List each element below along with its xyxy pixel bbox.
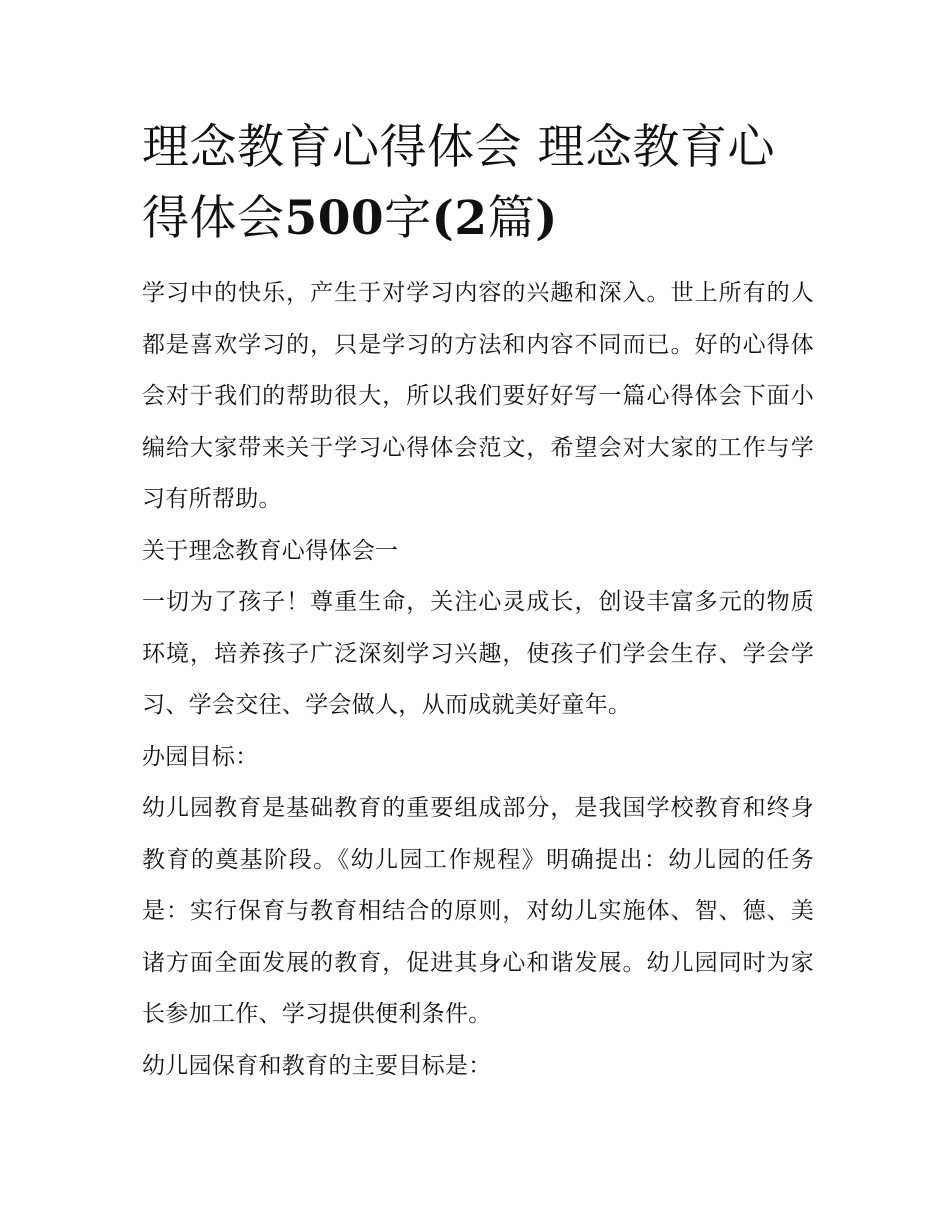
- intro-paragraph: 学习中的快乐，产生于对学习内容的兴趣和深入。世上所有的人都是喜欢学习的，只是学习的方法和内容不同而已。好的心得体会对于我们的帮助很大，所以我们要好好写一篇心得体会下面小编给大家带来关于学习心得体会范文，希望会对大家的工作与学习有所帮助。: [142, 280, 814, 512]
- document-content: [142, 112, 814, 1092]
- document-body: [142, 268, 814, 1092]
- document-title: 理念教育心得体会 理念教育心得体会500字(2篇): [142, 120, 775, 246]
- goal-label: 办园目标：: [142, 743, 259, 770]
- objectives-label: 幼儿园保育和教育的主要目标是：: [142, 1052, 492, 1079]
- education-paragraph: 幼儿园教育是基础教育的重要组成部分，是我国学校教育和终身教育的奠基阶段。《幼儿园工作规程》明确提出：幼儿园的任务是：实行保育与教育相结合的原则，对幼儿实施体、智、德、美诸方面全面发展的教育，促进其身心和谐发展。幼儿园同时为家长参加工作、学习提供便利条件。: [142, 795, 814, 1027]
- motto-paragraph: 一切为了孩子！尊重生命，关注心灵成长，创设丰富多元的物质环境，培养孩子广泛深刻学习兴趣，使孩子们学会生存、学会学习、学会交往、学会做人，从而成就美好童年。: [142, 589, 814, 718]
- section-heading: 关于理念教育心得体会一: [142, 537, 399, 564]
